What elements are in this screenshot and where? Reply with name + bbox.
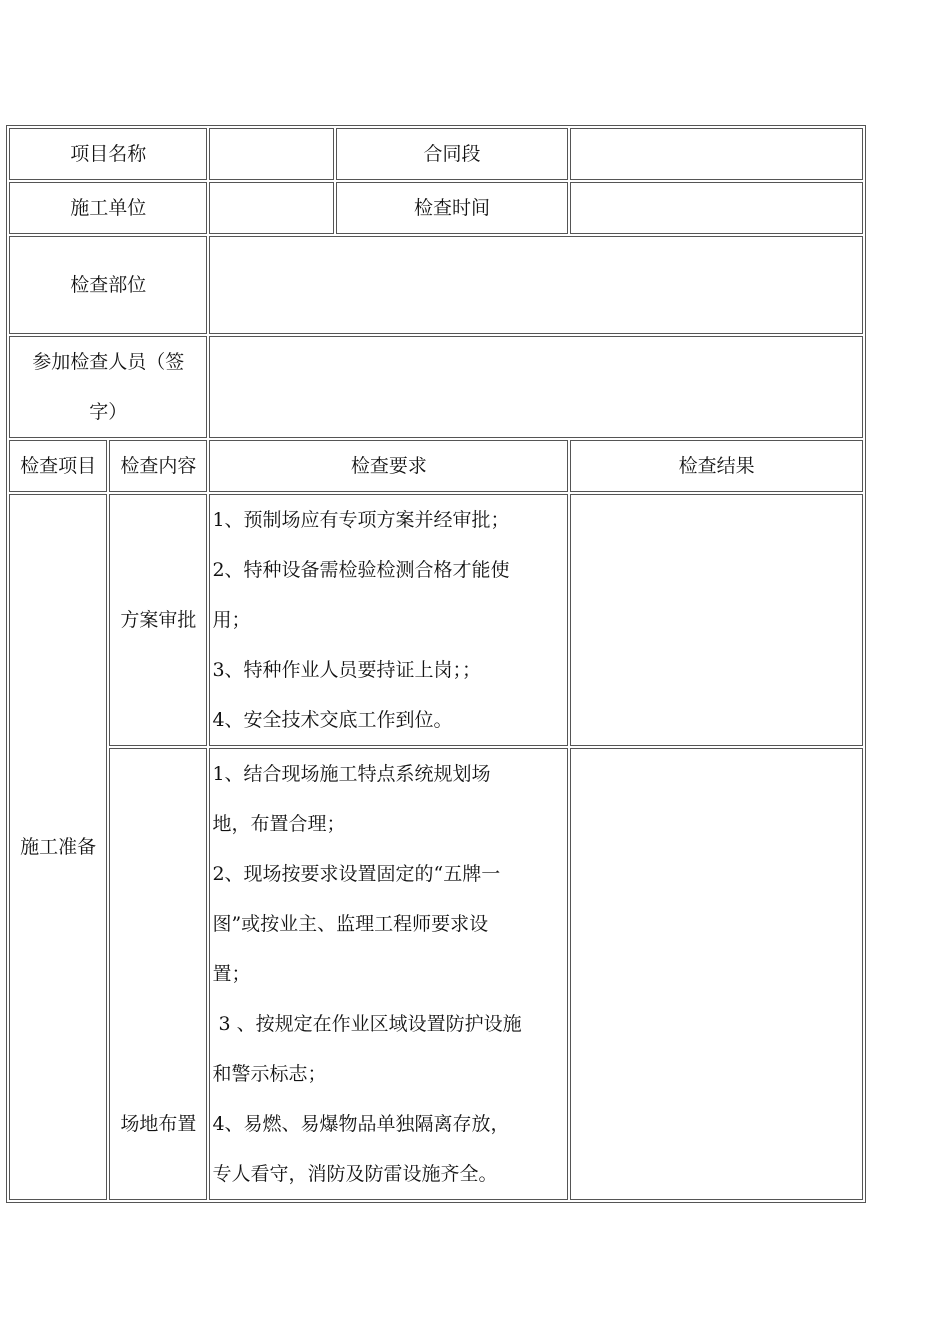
requirement-line: 图”或按业主、监理工程师要求设 — [212, 913, 489, 935]
inspection-form-table — [6, 125, 866, 1203]
requirement-line: 4、易燃、易爆物品单独隔离存放， — [212, 1113, 510, 1135]
requirement-line: 用； — [212, 609, 251, 631]
inspection-location-label: 检查部位 — [9, 236, 207, 334]
column-header-requirement: 检查要求 — [209, 440, 568, 492]
inspection-time-value[interactable] — [570, 182, 863, 234]
requirement-line: 2、现场按要求设置固定的“五牌一 — [212, 863, 501, 885]
section-item-label: 施工准备 — [9, 494, 107, 1200]
participants-label-line2: 字） — [89, 401, 128, 423]
requirement-line: 4、安全技术交底工作到位。 — [212, 709, 453, 731]
requirement-line: 专人看守，消防及防雷设施齐全。 — [212, 1163, 498, 1185]
check-result-cell[interactable] — [570, 748, 863, 1200]
requirement-line: 和警示标志； — [212, 1063, 327, 1085]
participants-label-line1: 参加检查人员（签 — [32, 351, 185, 373]
construction-unit-label: 施工单位 — [9, 182, 207, 234]
column-header-result: 检查结果 — [570, 440, 863, 492]
inspection-time-label: 检查时间 — [336, 182, 569, 234]
table-row — [9, 494, 863, 746]
requirement-line: 3、特种作业人员要持证上岗；； — [212, 659, 482, 681]
requirement-line: 1、预制场应有专项方案并经审批； — [212, 509, 510, 531]
participants-value[interactable] — [209, 336, 863, 438]
requirement-line: 3 、按规定在作业区域设置防护设施 — [212, 1013, 522, 1035]
construction-unit-value[interactable] — [209, 182, 333, 234]
requirement-line: 2、特种设备需检验检测合格才能使 — [212, 559, 510, 581]
requirement-line: 地，布置合理； — [212, 813, 346, 835]
requirement-line: 置； — [212, 963, 251, 985]
requirement-line: 1、结合现场施工特点系统规划场 — [212, 763, 491, 785]
requirement-list — [209, 748, 568, 1200]
check-content-label: 方案审批 — [109, 494, 207, 746]
column-header-content: 检查内容 — [109, 440, 207, 492]
inspection-location-value[interactable] — [209, 236, 863, 334]
requirement-list — [209, 494, 568, 746]
contract-section-label: 合同段 — [336, 128, 569, 180]
check-content-label: 场地布置 — [109, 748, 207, 1200]
participants-label — [9, 336, 207, 438]
project-name-value[interactable] — [209, 128, 333, 180]
project-name-label: 项目名称 — [9, 128, 207, 180]
contract-section-value[interactable] — [570, 128, 863, 180]
table-row — [9, 748, 863, 1200]
column-header-item: 检查项目 — [9, 440, 107, 492]
check-result-cell[interactable] — [570, 494, 863, 746]
